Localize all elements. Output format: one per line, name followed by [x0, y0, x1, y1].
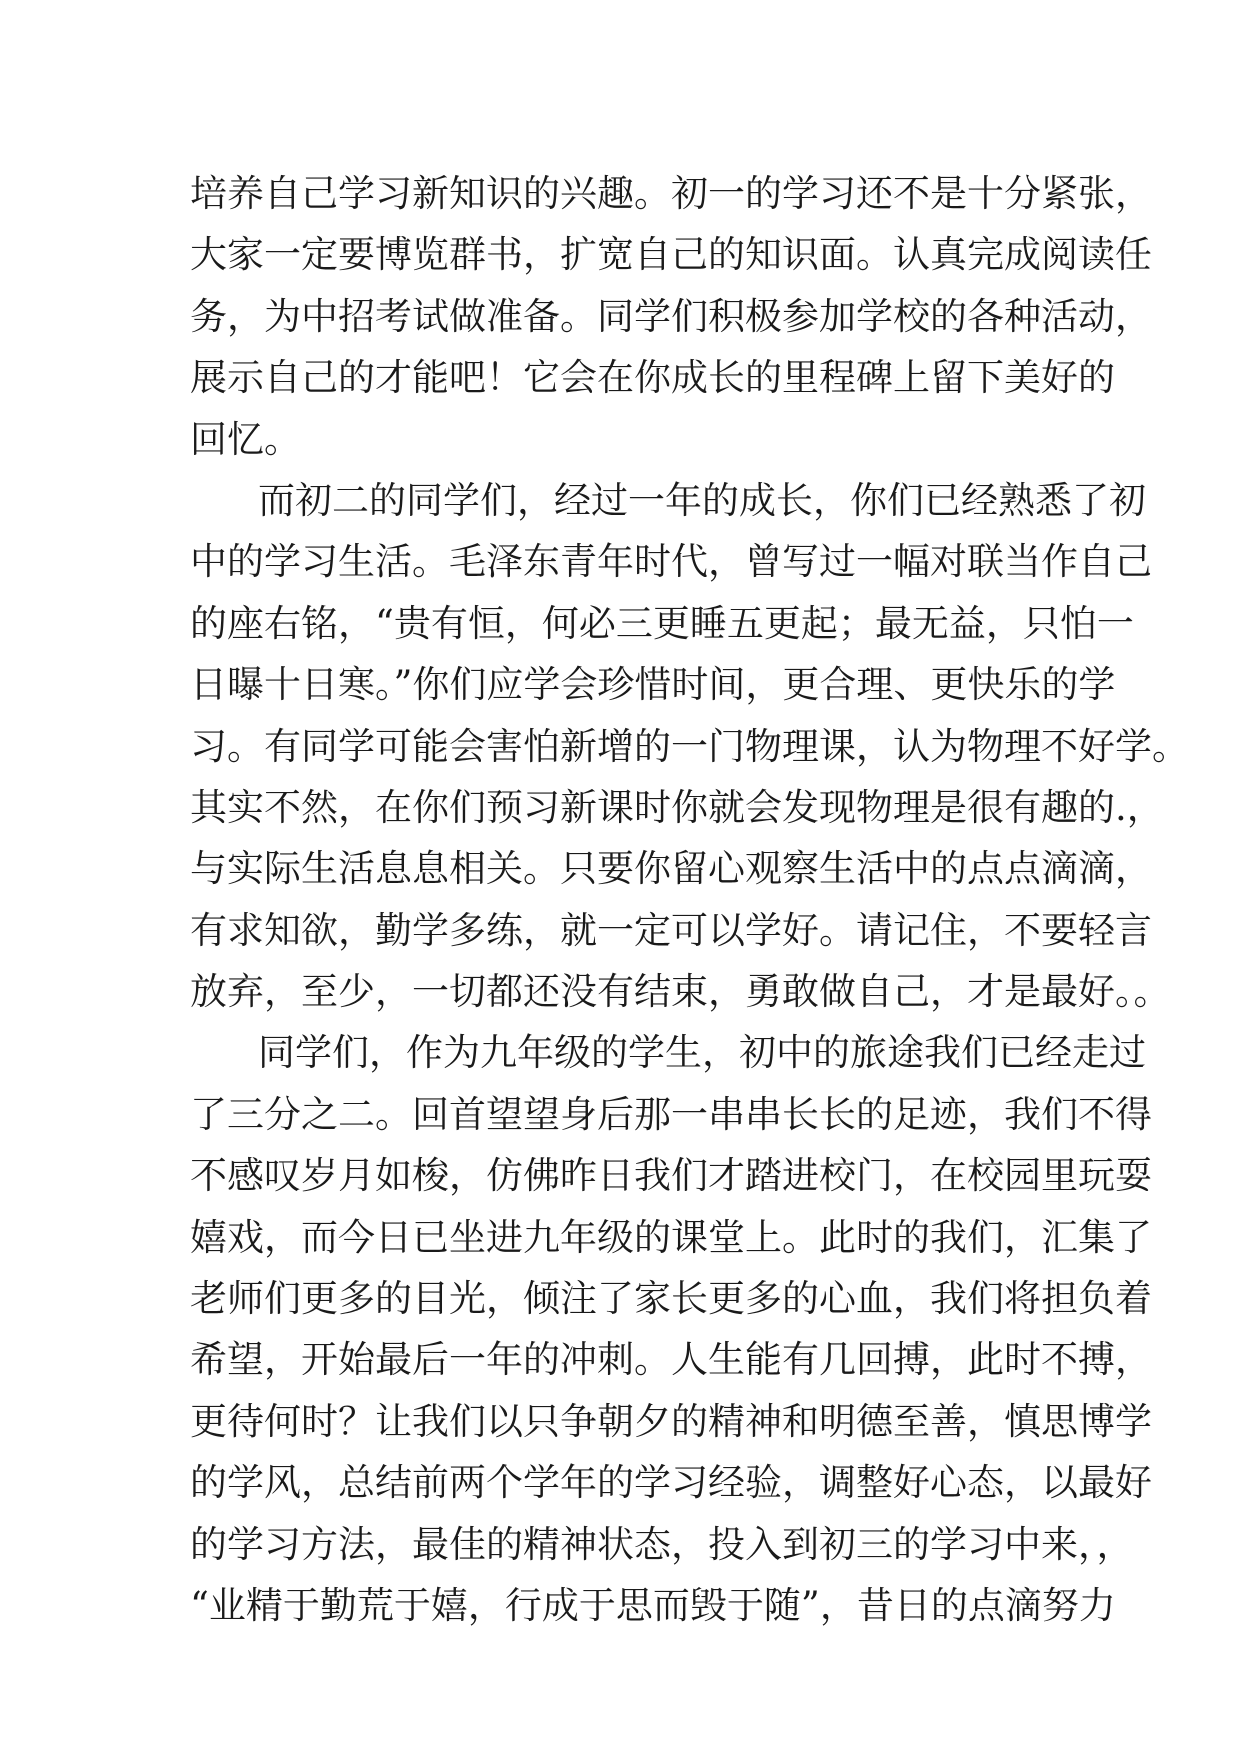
text-line: 不感叹岁月如梭，仿佛昨日我们才踏进校门，在校园里玩耍: [190, 1154, 1152, 1198]
text-line: 更待何时？让我们以只争朝夕的精神和明德至善，慎思博学: [190, 1399, 1152, 1443]
text-line: 希望，开始最后一年的冲刺。人生能有几回搏，此时不搏，: [190, 1338, 1152, 1382]
text-line: 的学习方法，最佳的精神状态，投入到初三的学习中来，，: [190, 1522, 1134, 1566]
text-line: 的学风，总结前两个学年的学习经验，调整好心态，以最好: [190, 1461, 1152, 1505]
text-line: 嬉戏，而今日已坐进九年级的课堂上。此时的我们，汇集了: [190, 1215, 1152, 1259]
text-line: 与实际生活息息相关。只要你留心观察生活中的点点滴滴，: [190, 847, 1152, 891]
text-line: 而初二的同学们，经过一年的成长，你们已经熟悉了初: [258, 478, 1146, 522]
text-line: 回忆。: [190, 417, 301, 461]
text-line: 老师们更多的目光，倾注了家长更多的心血，我们将担负着: [190, 1277, 1152, 1321]
text-line: 了三分之二。回首望望身后那一串串长长的足迹，我们不得: [190, 1092, 1152, 1136]
text-line: 展示自己的才能吧！它会在你成长的里程碑上留下美好的: [190, 356, 1115, 400]
text-line: 务，为中招考试做准备。同学们积极参加学校的各种活动，: [190, 294, 1152, 338]
text-line: 有求知欲，勤学多练，就一定可以学好。请记住，不要轻言: [190, 908, 1152, 952]
text-line: 日曝十日寒。”你们应学会珍惜时间，更合理、更快乐的学: [190, 663, 1116, 707]
text-line: 习。有同学可能会害怕新增的一门物理课，认为物理不好学。: [190, 724, 1189, 768]
text-line: 同学们，作为九年级的学生，初中的旅途我们已经走过: [258, 1031, 1146, 1075]
text-line: “业精于勤荒于嬉，行成于思而毁于随”，昔日的点滴努力: [190, 1583, 1116, 1627]
text-line: 其实不然，在你们预习新课时你就会发现物理是很有趣的.，: [190, 785, 1164, 829]
text-line: 中的学习生活。毛泽东青年时代，曾写过一幅对联当作自己: [190, 540, 1152, 584]
body-text: [190, 163, 1189, 1636]
text-line: 的座右铭，“贵有恒，何必三更睡五更起；最无益，只怕一: [190, 601, 1134, 645]
text-line: 大家一定要博览群书，扩宽自己的知识面。认真完成阅读任: [190, 233, 1152, 277]
text-line: 放弃，至少，一切都还没有结束，勇敢做自己，才是最好。。: [190, 970, 1171, 1014]
text-line: 培养自己学习新知识的兴趣。初一的学习还不是十分紧张，: [190, 172, 1152, 215]
